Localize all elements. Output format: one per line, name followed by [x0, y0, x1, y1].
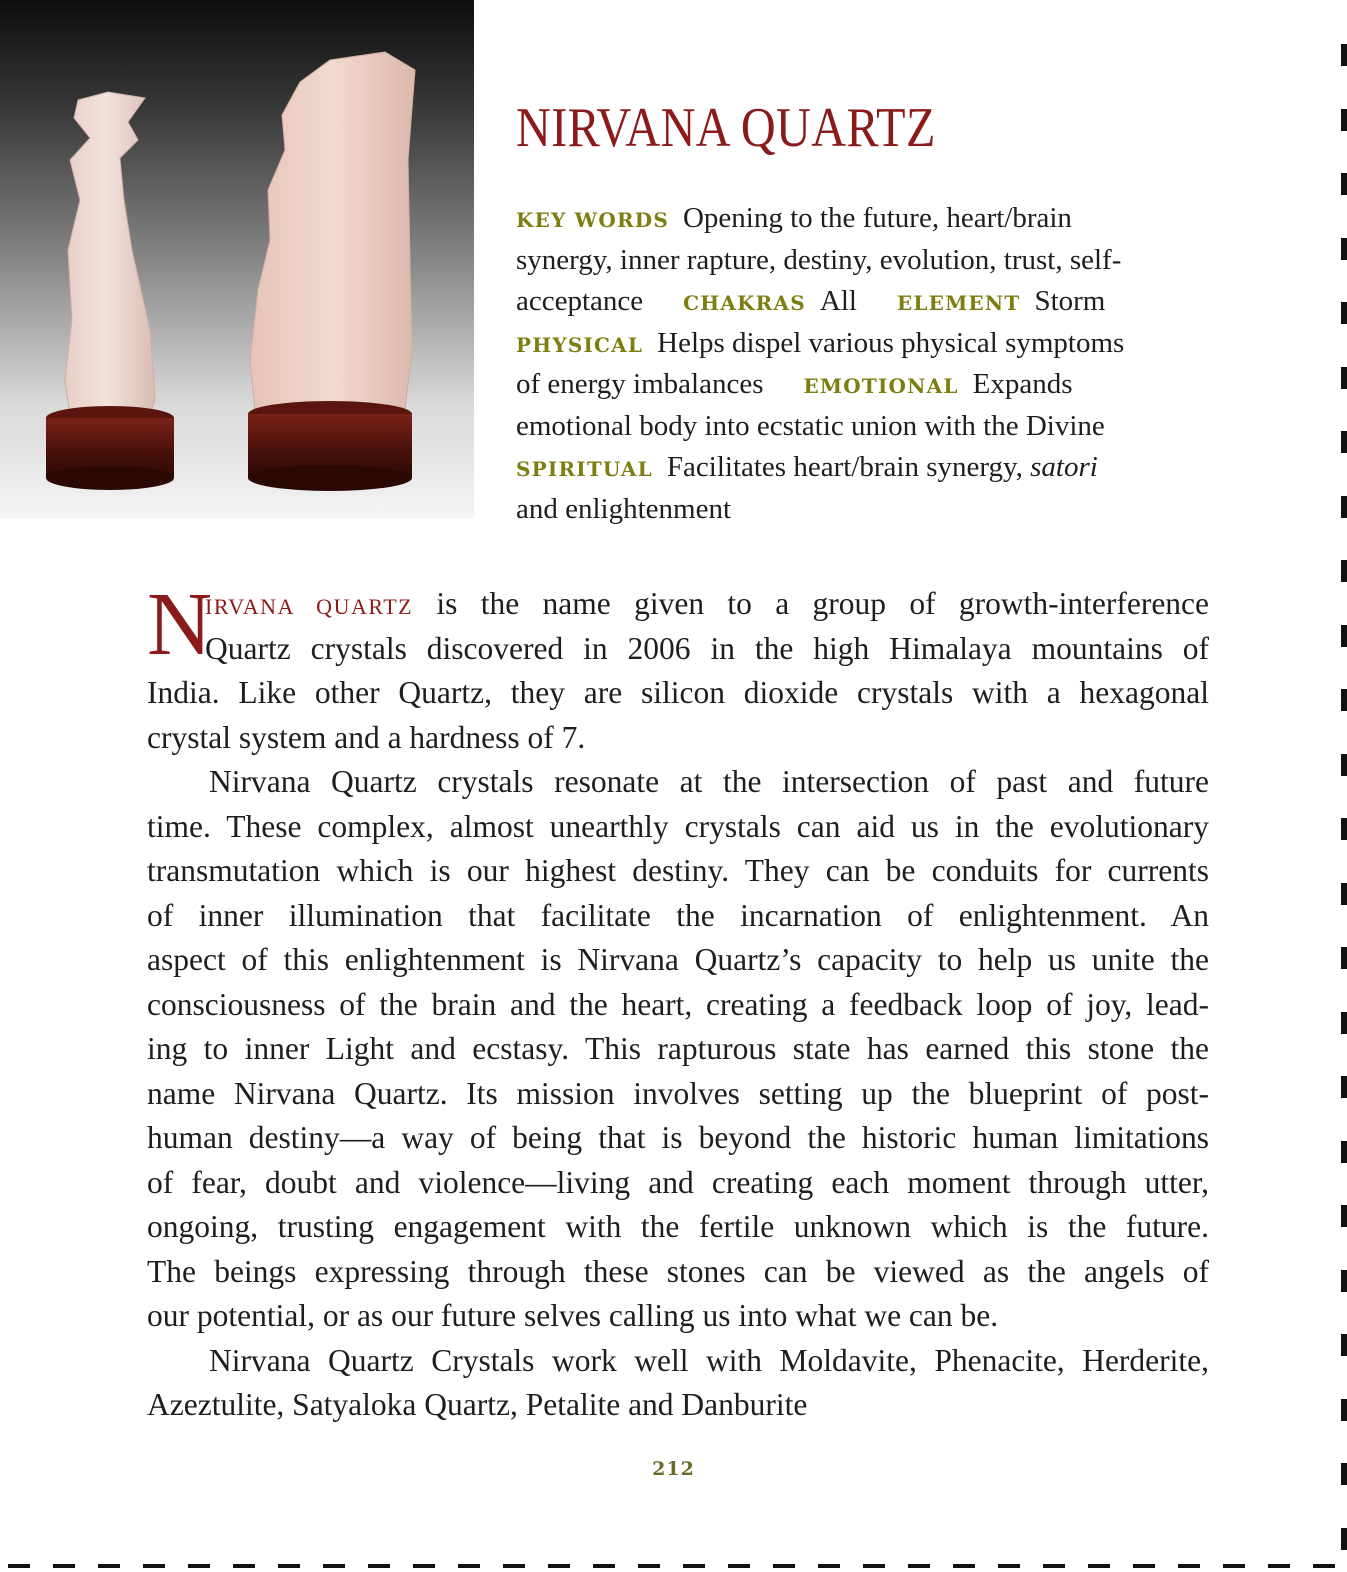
edge-mark	[278, 1564, 300, 1568]
edge-mark	[1341, 560, 1347, 582]
edge-mark	[1341, 947, 1347, 969]
edge-mark	[53, 1564, 75, 1568]
edge-mark	[8, 1564, 30, 1568]
keyword-line	[516, 323, 1176, 365]
keyword-block	[516, 198, 1176, 530]
key-words-text: Opening to the future, heart/brain	[682, 202, 1072, 234]
edge-mark	[1133, 1564, 1155, 1568]
right-edge-marks	[1339, 0, 1347, 1572]
edge-mark	[1341, 367, 1347, 389]
physical-text: of energy imbalances	[516, 368, 764, 400]
edge-mark	[818, 1564, 840, 1568]
edge-mark	[638, 1564, 660, 1568]
physical-text: Helps dispel various physical symptoms	[657, 326, 1125, 359]
page-title: NIRVANA QUARTZ	[516, 97, 936, 159]
keyword-line	[516, 489, 1176, 531]
edge-mark	[1341, 625, 1347, 647]
lead-smallcaps: IRVANA QUARTZ	[205, 594, 414, 619]
body-line: time. These complex, almost unearthly crystals can aid us in the evolutionary	[147, 808, 1209, 844]
body-line: of fear, doubt and violence—living and creating each moment through utter,	[147, 1164, 1209, 1200]
edge-mark	[1341, 44, 1347, 66]
emotional-text: emotional body into ecstatic union with the Divine	[516, 409, 1105, 442]
chakras-value: All	[819, 285, 857, 317]
key-words-text: acceptance	[516, 285, 644, 317]
keyword-line	[516, 406, 1176, 448]
edge-mark	[1341, 1205, 1347, 1227]
body-line: consciousness of the brain and the heart, creating a feedback loop of joy, lead-	[147, 986, 1209, 1022]
emotional-text: Expands	[972, 368, 1073, 400]
chakras-label: CHAKRAS	[683, 291, 806, 315]
edge-mark	[1178, 1564, 1200, 1568]
edge-mark	[953, 1564, 975, 1568]
edge-mark	[1341, 1334, 1347, 1356]
edge-mark	[368, 1564, 390, 1568]
edge-mark	[1268, 1564, 1290, 1568]
body-line: Nirvana Quartz Crystals work well with Moldavite, Phenacite, Herderite,	[209, 1342, 1209, 1378]
edge-mark	[1341, 173, 1347, 195]
drop-cap: N	[147, 575, 212, 674]
body-line: Azeztulite, Satyaloka Quartz, Petalite and Danburite	[147, 1387, 808, 1422]
body-line: The beings expressing through these stones can be viewed as the angels of	[147, 1253, 1209, 1289]
crystal-illustration	[0, 0, 474, 518]
edge-mark	[908, 1564, 930, 1568]
edge-mark	[1341, 109, 1347, 131]
edge-mark	[1313, 1564, 1335, 1568]
crystal-photo	[0, 0, 474, 518]
right-crystal	[250, 52, 415, 412]
body-line: of inner illumination that facilitate the incarnation of enlightenment. An	[147, 897, 1209, 933]
edge-mark	[593, 1564, 615, 1568]
spiritual-text: Facilitates heart/brain synergy,	[666, 451, 1023, 483]
key-words-label: KEY WORDS	[516, 208, 669, 232]
body-line: ongoing, trusting engagement with the fertile unknown which is the future.	[147, 1209, 1209, 1244]
edge-mark	[1341, 1270, 1347, 1292]
edge-mark	[143, 1564, 165, 1568]
edge-mark	[1341, 1399, 1347, 1421]
keyword-line	[516, 447, 1176, 489]
edge-mark	[188, 1564, 210, 1568]
edge-mark	[1341, 1528, 1347, 1550]
edge-mark	[1043, 1564, 1065, 1568]
element-label: ELEMENT	[896, 291, 1021, 315]
edge-mark	[728, 1564, 750, 1568]
body-line: Nirvana Quartz crystals resonate at the intersection of past and future	[209, 764, 1209, 799]
body-line: our potential, or as our future selves calling us into what we can be.	[147, 1298, 999, 1333]
edge-mark	[1341, 496, 1347, 518]
body-line: transmutation which is our highest destiny. They can be conduits for currents	[147, 853, 1209, 888]
edge-mark	[1341, 689, 1347, 711]
body-line	[147, 582, 1209, 627]
edge-mark	[503, 1564, 525, 1568]
spiritual-label: SPIRITUAL	[516, 457, 653, 481]
body-line: ing to inner Light and ecstasy. This rapturous state has earned this stone the	[147, 1031, 1209, 1066]
edge-mark	[413, 1564, 435, 1568]
body-line: crystal system and a hardness of 7.	[147, 719, 586, 755]
left-crystal	[65, 92, 155, 415]
keyword-line	[516, 198, 1176, 240]
body-line: human destiny—a way of being that is beyond the historic human limitations	[147, 1120, 1209, 1155]
body-line: aspect of this enlightenment is Nirvana Quartz’s capacity to help us unite the	[147, 942, 1209, 977]
edge-mark	[1223, 1564, 1245, 1568]
bottom-edge-marks	[0, 1564, 1347, 1572]
key-words-text: synergy, inner rapture, destiny, evolution, trust, self-	[516, 243, 1122, 276]
body-line-text: is the name given to a group of growth-interference	[436, 586, 1210, 621]
edge-mark	[458, 1564, 480, 1568]
edge-mark	[1341, 238, 1347, 260]
edge-mark	[323, 1564, 345, 1568]
body-line: India. Like other Quartz, they are silicon dioxide crystals with a hexagonal	[147, 675, 1209, 710]
edge-mark	[1341, 754, 1347, 776]
edge-mark	[1341, 1076, 1347, 1098]
spiritual-text: and enlightenment	[516, 492, 732, 525]
edge-mark	[1341, 1012, 1347, 1034]
edge-mark	[1341, 1463, 1347, 1485]
edge-mark	[1341, 302, 1347, 324]
emotional-label: EMOTIONAL	[803, 374, 959, 398]
edge-mark	[863, 1564, 885, 1568]
edge-mark	[1341, 818, 1347, 840]
edge-mark	[683, 1564, 705, 1568]
edge-mark	[1341, 1141, 1347, 1163]
edge-mark	[998, 1564, 1020, 1568]
body-line: name Nirvana Quartz. Its mission involves setting up the blueprint of post-	[147, 1075, 1209, 1111]
edge-mark	[1341, 883, 1347, 905]
body-line: Quartz crystals discovered in 2006 in the high Himalaya mountains of	[205, 630, 1209, 666]
edge-mark	[233, 1564, 255, 1568]
physical-label: PHYSICAL	[516, 332, 644, 357]
keyword-line	[516, 240, 1176, 282]
page-number: 212	[652, 1458, 695, 1480]
edge-mark	[548, 1564, 570, 1568]
keyword-line	[516, 364, 1176, 406]
body-text	[147, 575, 1210, 1428]
edge-mark	[773, 1564, 795, 1568]
edge-mark	[98, 1564, 120, 1568]
edge-mark	[1088, 1564, 1110, 1568]
edge-mark	[1341, 431, 1347, 453]
element-value: Storm	[1034, 285, 1106, 317]
spiritual-italic: satori	[1030, 451, 1098, 483]
keyword-line	[516, 281, 1176, 323]
